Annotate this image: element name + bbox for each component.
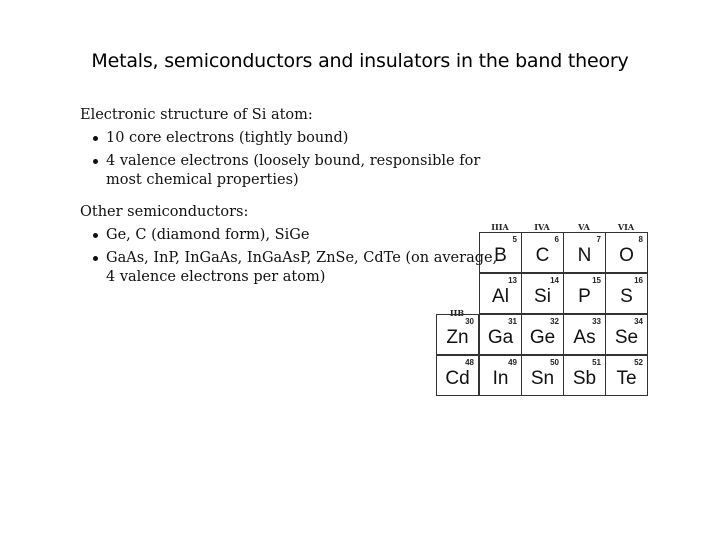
atomic-number: 30 bbox=[465, 317, 474, 326]
slide-content bbox=[80, 106, 500, 291]
list-item bbox=[80, 129, 500, 148]
other-semiconductors-heading: Other semiconductors: bbox=[80, 204, 249, 221]
atomic-number: 15 bbox=[592, 276, 601, 285]
slide-title: Metals, semiconductors and insulators in the band theory bbox=[91, 50, 629, 72]
si-structure-heading: Electronic structure of Si atom: bbox=[80, 107, 313, 123]
atomic-number: 14 bbox=[550, 276, 559, 285]
atomic-number: 33 bbox=[592, 317, 601, 326]
element-symbol: Si bbox=[534, 286, 551, 307]
atomic-number: 52 bbox=[634, 358, 643, 367]
atomic-number: 34 bbox=[634, 317, 643, 326]
atomic-number: 6 bbox=[554, 235, 559, 244]
atomic-number: 13 bbox=[508, 276, 517, 285]
element-symbol: Ga bbox=[487, 327, 514, 348]
atomic-number: 48 bbox=[465, 358, 474, 367]
element-symbol: Sn bbox=[530, 368, 555, 389]
element-cell bbox=[605, 273, 648, 314]
element-cell bbox=[563, 314, 606, 355]
bullet-text: 4 valence electrons (loosely bound, responsible for most chemical properties) bbox=[106, 152, 481, 188]
element-symbol: O bbox=[619, 245, 634, 266]
element-symbol: Cd bbox=[445, 368, 470, 389]
bullet-text: GaAs, InP, InGaAs, InGaAsP, ZnSe, CdTe (on average, 4 valence electrons per atom) bbox=[106, 250, 498, 285]
element-cell bbox=[605, 314, 648, 355]
bullet-text: 10 core electrons (tightly bound) bbox=[106, 129, 349, 146]
atomic-number: 32 bbox=[550, 317, 559, 326]
atomic-number: 50 bbox=[550, 358, 559, 367]
element-symbol: Al bbox=[492, 286, 509, 307]
element-cell bbox=[521, 232, 564, 273]
element-symbol: Zn bbox=[446, 327, 469, 348]
si-structure-list bbox=[80, 129, 500, 190]
element-cell bbox=[563, 232, 606, 273]
element-cell bbox=[521, 355, 564, 396]
element-symbol: Sb bbox=[572, 368, 597, 389]
element-cell bbox=[479, 355, 522, 396]
element-symbol: B bbox=[494, 245, 507, 266]
bullet-icon bbox=[93, 233, 98, 238]
element-cell bbox=[605, 355, 648, 396]
element-symbol: N bbox=[577, 245, 592, 266]
list-item bbox=[80, 152, 500, 190]
element-symbol: C bbox=[535, 245, 550, 266]
element-cell bbox=[479, 314, 522, 355]
element-symbol: Te bbox=[616, 368, 637, 389]
group-header: VIA bbox=[617, 222, 635, 232]
group-header: IVA bbox=[534, 222, 550, 232]
element-cell bbox=[436, 355, 479, 396]
element-symbol: Ge bbox=[529, 327, 556, 348]
element-cell bbox=[521, 273, 564, 314]
atomic-number: 49 bbox=[508, 358, 517, 367]
bullet-icon bbox=[93, 159, 98, 164]
element-symbol: Se bbox=[614, 327, 639, 348]
other-semiconductors-list bbox=[80, 226, 500, 287]
element-cell bbox=[563, 355, 606, 396]
atomic-number: 31 bbox=[508, 317, 517, 326]
element-symbol: In bbox=[492, 368, 509, 389]
element-cell bbox=[605, 232, 648, 273]
list-item bbox=[80, 226, 500, 245]
element-cell bbox=[521, 314, 564, 355]
bullet-text: Ge, C (diamond form), SiGe bbox=[106, 227, 310, 244]
list-item bbox=[80, 249, 500, 287]
element-cell bbox=[436, 314, 479, 355]
bullet-icon bbox=[93, 136, 98, 141]
element-cell bbox=[479, 232, 522, 273]
element-cell bbox=[563, 273, 606, 314]
element-cell bbox=[479, 273, 522, 314]
atomic-number: 51 bbox=[592, 358, 601, 367]
element-symbol: S bbox=[620, 286, 633, 307]
atomic-number: 8 bbox=[638, 235, 643, 244]
atomic-number: 5 bbox=[512, 235, 517, 244]
bullet-icon bbox=[93, 256, 98, 261]
atomic-number: 7 bbox=[596, 235, 601, 244]
element-symbol: P bbox=[578, 286, 591, 307]
group-header: VA bbox=[578, 222, 590, 232]
group-header: IIB bbox=[449, 308, 465, 318]
element-symbol: As bbox=[573, 327, 596, 348]
atomic-number: 16 bbox=[634, 276, 643, 285]
group-header: IIIA bbox=[491, 222, 509, 232]
